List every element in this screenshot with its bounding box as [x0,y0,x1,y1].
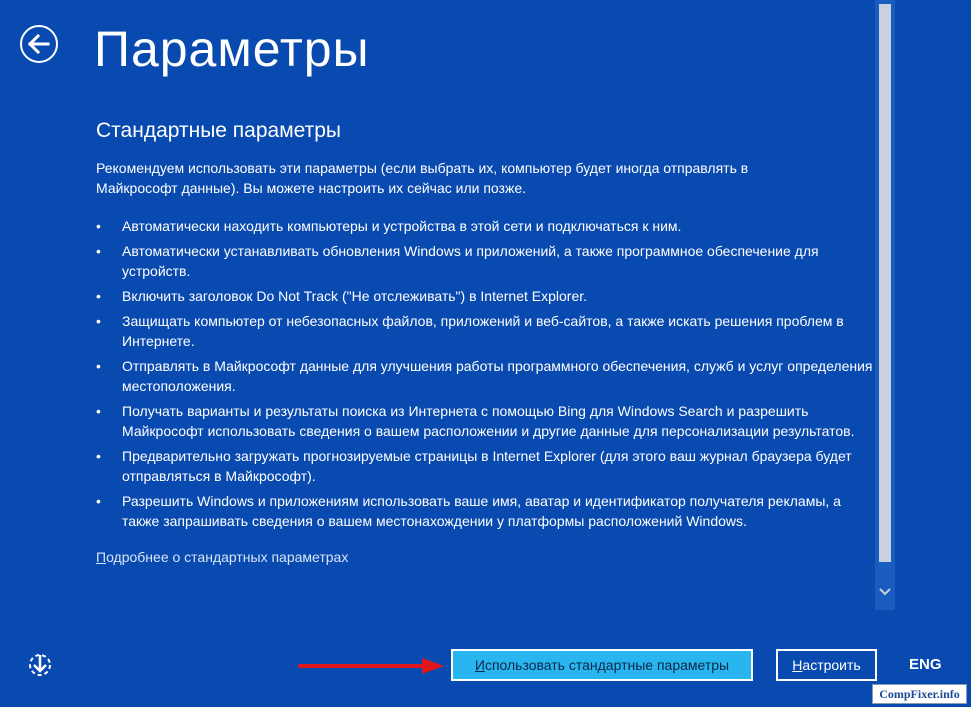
list-item-text: Получать варианты и результаты поиска из Интернета с помощью Bing для Windows Search и разрешить Майкрософт использовать сведения о вашем расположении и другие данные для персонализации результатов. [122,403,855,439]
list-item-text: Защищать компьютер от небезопасных файлов, приложений и веб-сайтов, а также искать решения проблем в Интернете. [122,313,844,349]
settings-list [96,216,876,531]
list-item [96,286,876,306]
bullet-dot: • [96,493,101,509]
list-item-text: Автоматически находить компьютеры и устройства в этой сети и подключаться к ним. [122,218,682,234]
customize-button[interactable] [776,649,877,681]
settings-content [96,118,876,608]
bullet-dot: • [96,218,101,234]
list-item-text: Предварительно загружать прогнозируемые страницы в Internet Explorer (для этого ваш журнал браузера будет отправляться в Майкрософт). [122,448,852,484]
bullet-dot: • [96,358,101,374]
annotation-arrow-icon [298,655,448,675]
list-item [96,491,876,531]
bullet-dot: • [96,288,101,304]
chevron-down-icon [879,588,891,596]
bullet-dot: • [96,403,101,419]
list-item [96,446,876,486]
back-button[interactable] [20,25,58,63]
more-info-link[interactable] [96,547,348,567]
list-item [96,216,876,236]
list-item [96,241,876,281]
use-default-settings-button[interactable] [451,649,753,681]
access-key: И [474,657,485,673]
scroll-down-button[interactable] [875,578,895,606]
list-item-text: Отправлять в Майкрософт данные для улучшения работы программного обеспечения, служб и услуг определения местоположения. [122,358,873,394]
list-item-text: Включить заголовок Do Not Track ("Не отслеживать") в Internet Explorer. [122,288,588,304]
use-default-settings-label: спользовать стандартные параметры [484,657,730,673]
section-subtitle: Стандартные параметры [96,119,342,142]
page-title: Параметры [94,21,370,77]
access-key: Н [792,657,803,673]
list-item [96,311,876,351]
list-item [96,401,876,441]
access-key: П [96,549,107,565]
vertical-scrollbar[interactable] [875,0,895,610]
scroll-thumb[interactable] [879,4,891,562]
ease-of-access-icon[interactable] [26,651,54,679]
language-indicator[interactable]: ENG [909,656,942,673]
bullet-dot: • [96,243,101,259]
list-item-text: Автоматически устанавливать обновления Windows и приложений, а также программное обеспечение для устройств. [122,243,819,279]
customize-label: астроить [802,657,861,673]
intro-text: Рекомендуем использовать эти параметры (если выбрать их, компьютер будет иногда отправлять в Майкрософт данные). Вы можете настроить их сейчас или позже. [96,160,749,196]
bullet-dot: • [96,448,101,464]
watermark: CompFixer.info [872,684,967,704]
more-info-link-text: одробнее о стандартных параметрах [106,549,349,565]
bullet-dot: • [96,313,101,329]
back-arrow-icon [28,34,50,54]
list-item [96,356,876,396]
list-item-text: Разрешить Windows и приложениям использовать ваше имя, аватар и идентификатор получателя рекламы, а также запрашивать сведения о вашем местонахождении у платформы расположений Windows. [122,493,841,529]
